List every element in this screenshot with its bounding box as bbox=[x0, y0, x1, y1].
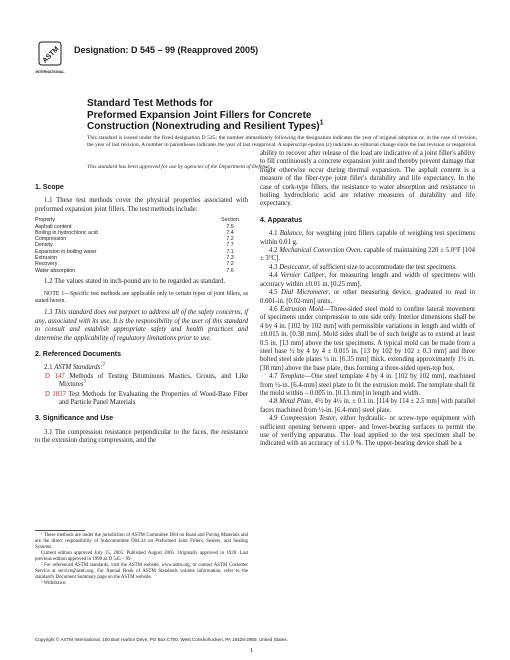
reference-link-d1037[interactable]: D 1037 bbox=[45, 390, 66, 398]
title-line-3: Construction (Nonextruding and Resilient Types)$^1$ bbox=[87, 119, 324, 132]
table-cell-property: Boiling in hydrochloric acid bbox=[35, 229, 98, 236]
apparatus-item: 4.6 Extrusion Mold—Three-sided steel mold to confine lateral movement of specimens under compression to one side only. Interior dimensions shall be 4 by 4 in. [102 by 102 mm] with permissible variations in length and width of ±0.015 in. [0.38 mm]. Mold sides shall be of such height as to extend at least 0.5 in. [13 mm] above the test specimens. A typical mold can be made from a steel base ½ by 4 by 4 ± 0.015 in. [13 by 102 by 102 ± 0.3 mm] and three bolted steel side plates ¼ in. [6.35 mm] thick, extending approximately 1½ in. [38 mm] above the base plate, thus forming a three-sided open-top box. bbox=[260, 305, 476, 372]
apparatus-item: 4.4 Vernier Caliper, for measuring length and width of specimens with accuracy within ±0.01 in. [0.25 mm]. bbox=[260, 272, 475, 288]
table-cell-section: 7.1 bbox=[226, 248, 234, 255]
section-heading-apparatus: 4. Apparatus bbox=[260, 216, 303, 224]
scope-para-1-2: 1.2 The values stated in inch-pound are to be regarded as standard. bbox=[44, 277, 226, 285]
footnote: ¹ These methods are under the jurisdiction of ASTM Committee D04 on Road and Paving Materials and are the direct responsibility of Subcommittee D04.34 on Preformed Joint Fillers, Sealers, and Sealing Systems. bbox=[35, 533, 248, 550]
apparatus-item: 4.5 Dial Micrometer, or other measuring device, graduated to read in 0.001-in. [0.02-mm] units. bbox=[260, 289, 475, 305]
right-column bbox=[260, 150, 475, 449]
title-line-2: Preformed Expansion Joint Fillers for Concrete bbox=[87, 109, 312, 121]
table-cell-section: 7.2 bbox=[226, 261, 234, 268]
copyright: Copyright © ASTM International, 100 Barr Harbor Drive, PO Box C700, West Conshohocken, PA 19428-2959, United States. bbox=[35, 637, 288, 642]
scope-para-1-1: 1.1 These test methods cover the physical properties associated with preformed expansion joint fillers. The test methods include: bbox=[35, 197, 248, 213]
svg-text:INTERNATIONAL: INTERNATIONAL bbox=[35, 70, 65, 74]
table-header-section: Section bbox=[221, 217, 239, 224]
page-number: 1 bbox=[250, 647, 254, 654]
section-heading-scope: 1. Scope bbox=[35, 184, 64, 191]
title-line-1: Standard Test Methods for bbox=[87, 98, 213, 109]
table-cell-section: 7.5 bbox=[226, 223, 234, 230]
document-title bbox=[87, 98, 324, 133]
apparatus-item: 4.8 Metal Plate, 4½ by 4½ in. ± 0.1 in. [114 by 114 ± 2.5 mm] with parallel faces machined from ½-in. [6.4-mm] steel plate. bbox=[260, 398, 475, 414]
table-cell-section: 7.7 bbox=[226, 242, 234, 249]
table-cell-property: Compression bbox=[35, 236, 67, 243]
footnote-rule bbox=[35, 530, 85, 531]
section-heading-referenced: 2. Referenced Documents bbox=[35, 350, 121, 358]
table-cell-property: Recovery bbox=[35, 261, 58, 268]
note-1: NOTE 1—Specific test methods are applicable only to certain types of joint fillers, as stated herein. bbox=[35, 291, 248, 305]
table-cell-section: 7.6 bbox=[226, 267, 234, 274]
reference-d1037: D 1037 Test Methods for Evaluating the Properties of Wood-Base Fiber and Particle Panel Materials bbox=[45, 390, 248, 406]
apparatus-item: 4.7 Template—One steel template 4 by 4 in. [102 by 102 mm], machined from ½-in. [6.4-mm] steel plate to fit the extrusion mold. The template shall fit the mold within – 0.005 in. [0.13 mm] in length and width. bbox=[260, 373, 476, 397]
significance-para-right: ability to recover after release of the load are indicative of a joint filler's ability to fill continuously a concrete expansion joint and thereby prevent damage that might otherwise occur during thermal expansion. The asphalt content is a measure of the fiber-type joint filler's durability and life expectancy. In the case of cork-type fillers, the resistance to water absorption and resistance to boiling hydrochloric acid are relative measures of durability and life expectancy. bbox=[260, 150, 475, 208]
table-cell-property: Density bbox=[35, 242, 53, 249]
table-cell-section: 7.4 bbox=[226, 229, 234, 236]
table-cell-section: 7.3 bbox=[226, 255, 234, 261]
table-cell-property: Expansion in boiling water bbox=[35, 248, 97, 255]
apparatus-item: 4.1 Balance, for weighing joint fillers capable of weighing test specimens within 0.01 g. bbox=[260, 230, 475, 246]
table-cell-section: 7.2 bbox=[226, 236, 234, 243]
reference-d147: D 147 Methods of Testing Bituminous Mastics, Grouts, and Like Mixtures$^3$ bbox=[45, 372, 248, 389]
apparatus-item: 4.3 Desiccator, of sufficient size to accommodate the test specimens. bbox=[269, 263, 457, 271]
table-cell-property: Extrusion bbox=[35, 255, 58, 261]
svg-text:ASTM: ASTM bbox=[41, 45, 61, 65]
section-heading-significance: 3. Significance and Use bbox=[35, 415, 114, 423]
table-cell-property: Water absorption bbox=[35, 267, 76, 274]
dod-approval-note: This standard has been approved for use by agencies of the Department of Defense. bbox=[87, 164, 272, 170]
apparatus-list bbox=[260, 230, 475, 449]
footnote: ² For referenced ASTM standards, visit the ASTM website, www.astm.org, or contact ASTM Customer Service at service@astm.org. For Annual Book of ASTM Standards volume information, refer to the standard's Document Summary page on the ASTM website. bbox=[35, 563, 248, 580]
standard-notice: This standard is issued under the fixed designation D 545; the number immediately following the designation indicates the year of original adoption or, in the case of revision, the year of last revision. A number in parentheses indicates the year of last reapproval. A superscript epsilon (ε) indicates an editorial change since the last revision or reapproval. bbox=[87, 135, 477, 148]
significance-para-left: 3.1 The compression resistance perpendicular to the faces, the resistance to the extrusion during compression, and the bbox=[35, 428, 248, 445]
apparatus-item: 4.9 Compression Tester, either hydraulic- or screw-type equipment with sufficient opening between upper- and lower-bearing surfaces to permit the use of verifying apparatus. The load applied to the test specimen shall be indicated with an accuracy of ±1.0 %. The upper-bearing device shall be a bbox=[260, 415, 475, 448]
scope-para-1-3: 1.3 This standard does not purport to address all of the safety concerns, if any, associated with its use. It is the responsibility of the user of this standard to consult and establish appropriate safety and health practices and determine the applicability of regulatory limitations prior to use. bbox=[35, 309, 248, 342]
footnotes bbox=[35, 533, 248, 587]
designation: Designation: D 545 – 99 (Reapproved 2005) bbox=[74, 45, 259, 55]
apparatus-item: 4.2 Mechanical Convection Oven, capable of maintaining 220 ± 5.0°F [104 ± 3°C]. bbox=[260, 247, 475, 263]
left-column bbox=[35, 184, 248, 446]
table-header-property: Property bbox=[35, 217, 56, 224]
footnote: ³ Withdrawn. bbox=[41, 581, 67, 586]
table-row bbox=[35, 268, 248, 274]
footnote: Current edition approved July 15, 2005. Published August 2005. Originally approved in 1939. Last previous edition approved in 1999 as D 545 – 99. bbox=[35, 551, 248, 562]
table-cell-property: Asphalt content bbox=[35, 223, 72, 230]
astm-logo bbox=[35, 40, 65, 78]
reference-link-d147[interactable]: D 147 bbox=[45, 372, 65, 380]
ref-para-2-1: 2.1 ASTM Standards:$^2$ bbox=[44, 363, 105, 372]
property-table bbox=[35, 217, 248, 274]
